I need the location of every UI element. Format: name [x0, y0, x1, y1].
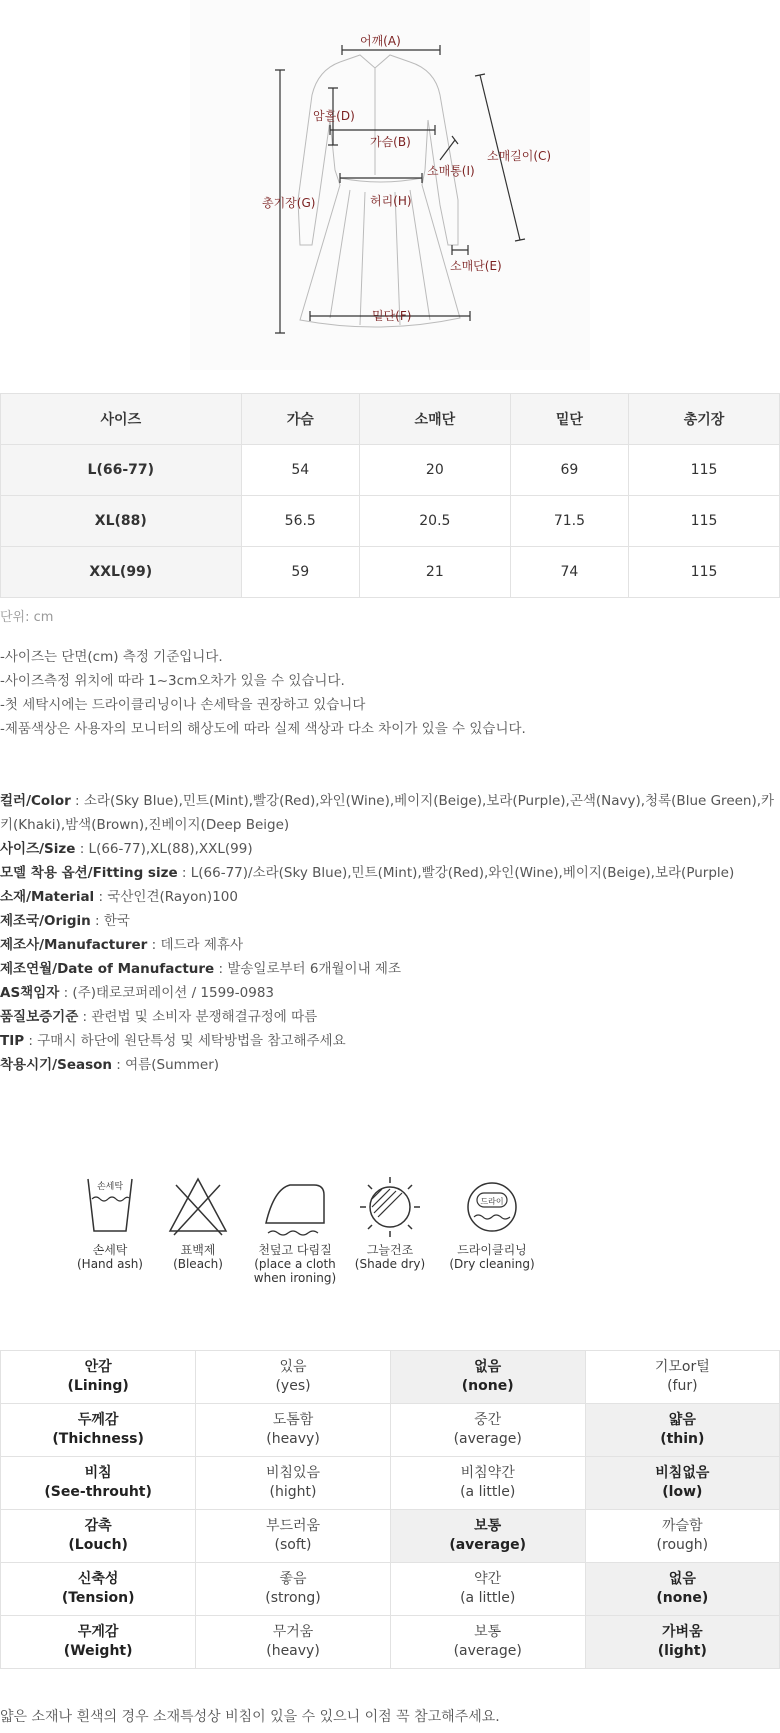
- feel-option: [390, 1563, 585, 1616]
- label-cuff: 소매단(E): [450, 259, 502, 273]
- feel-text: 중간: [474, 1412, 502, 1428]
- feel-text: 부드러움: [265, 1518, 321, 1534]
- note-line: -사이즈측정 위치에 따라 1~3cm오차가 있을 수 있습니다.: [0, 673, 345, 689]
- label-sleeve-length: 소매길이(C): [487, 149, 552, 163]
- care-label: 드라이클리닝: [457, 1243, 527, 1257]
- feel-option-selected: [585, 1563, 779, 1616]
- info-value: : 발송일로부터 6개월이내 제조: [214, 961, 401, 977]
- info-label: 소재/Material: [0, 889, 95, 905]
- info-row: [0, 909, 780, 933]
- info-label: 컬러/Color: [0, 793, 71, 809]
- feel-text: 있음: [279, 1359, 307, 1375]
- feel-text-en: (Lining): [67, 1378, 129, 1394]
- care-label-en: (Shade dry): [354, 1257, 426, 1271]
- col-header: 밑단: [510, 394, 628, 445]
- feel-option-selected: [390, 1351, 585, 1404]
- feel-category: [1, 1616, 196, 1669]
- feel-text-en: (average): [453, 1643, 522, 1659]
- shade-dry-icon: [358, 1175, 422, 1239]
- table-row: [1, 1351, 780, 1404]
- info-label: 품질보증기준: [0, 1009, 79, 1025]
- size-table: [0, 393, 780, 598]
- table-row: [1, 1404, 780, 1457]
- dress-illustration: [190, 0, 590, 370]
- feel-text: 무거움: [272, 1624, 314, 1640]
- col-header: 사이즈: [1, 394, 242, 445]
- feel-option-selected: [585, 1616, 779, 1669]
- info-row: [0, 837, 780, 861]
- info-value: : 국산인견(Rayon)100: [94, 889, 238, 905]
- info-value: : L(66-77)/소라(Sky Blue),민트(Mint),빨강(Red),와인(Wine),베이지(Beige),보라(Purple): [177, 865, 735, 881]
- care-shade-dry: [350, 1175, 430, 1271]
- feel-text: 두께감: [77, 1412, 119, 1428]
- feel-text-en: (heavy): [266, 1431, 320, 1447]
- info-label: 착용시기/Season: [0, 1057, 113, 1073]
- table-cell: 115: [629, 496, 780, 547]
- care-label: 손세탁: [92, 1243, 128, 1257]
- table-cell: 115: [629, 547, 780, 598]
- info-label: 사이즈/Size: [0, 841, 76, 857]
- table-row: [1, 496, 780, 547]
- table-cell: XXL(99): [1, 547, 242, 598]
- info-row: [0, 861, 780, 885]
- feel-text: 안감: [84, 1359, 112, 1375]
- info-row: [0, 885, 780, 909]
- feel-option: [196, 1563, 390, 1616]
- table-row: [1, 445, 780, 496]
- feel-text: 기모or털: [654, 1359, 710, 1375]
- feel-text-en: (strong): [265, 1590, 321, 1606]
- dry-clean-icon: [460, 1175, 524, 1239]
- label-shoulder: 어깨(A): [360, 34, 401, 48]
- feel-text-en: (none): [461, 1378, 514, 1394]
- hand-wash-badge: 손세탁: [96, 1182, 124, 1192]
- feel-text: 비침있음: [265, 1465, 321, 1481]
- feel-text-en: (a little): [460, 1590, 516, 1606]
- info-label: 제조국/Origin: [0, 913, 91, 929]
- care-label: 그늘건조: [366, 1243, 414, 1257]
- dress-outline: [298, 55, 460, 327]
- info-value: : 관련법 및 소비자 분쟁해결규정에 따름: [78, 1009, 318, 1025]
- feel-text: 비침: [84, 1465, 112, 1481]
- feel-text: 비침약간: [460, 1465, 515, 1481]
- feel-text-en: (none): [656, 1590, 709, 1606]
- footer-note: 얇은 소재나 흰색의 경우 소재특성상 비침이 있을 수 있으니 이점 꼭 참고해주세요.: [0, 1709, 500, 1725]
- dry-clean-badge: 드라이: [480, 1197, 504, 1206]
- feel-text: 신축성: [77, 1571, 119, 1587]
- feel-text-en: (See-throuht): [44, 1484, 152, 1500]
- feel-text-en: (soft): [274, 1537, 312, 1553]
- info-row: [0, 789, 780, 837]
- measure-lines: [275, 45, 525, 333]
- table-cell: 115: [629, 445, 780, 496]
- feel-option: [196, 1351, 390, 1404]
- info-value: : 여름(Summer): [112, 1057, 220, 1073]
- feel-text: 보통: [474, 1518, 502, 1534]
- feel-option: [196, 1510, 390, 1563]
- info-row: [0, 933, 780, 957]
- feel-text-en: (fur): [667, 1378, 698, 1394]
- note-line: -사이즈는 단면(cm) 측정 기준입니다.: [0, 649, 223, 665]
- table-row: [1, 1457, 780, 1510]
- table-cell: L(66-77): [1, 445, 242, 496]
- feel-text-en: (thin): [660, 1431, 705, 1447]
- feel-option-selected: [585, 1457, 779, 1510]
- product-info: [0, 789, 780, 1077]
- table-cell: 20.5: [359, 496, 510, 547]
- feel-text: 까슬함: [662, 1518, 703, 1534]
- feel-text: 없음: [668, 1571, 696, 1587]
- feel-category: [1, 1404, 196, 1457]
- info-row: [0, 981, 780, 1005]
- info-row: [0, 957, 780, 981]
- care-label-en: (Dry cleaning): [449, 1257, 535, 1271]
- feel-text-en: (heavy): [266, 1643, 320, 1659]
- feel-option: [196, 1457, 390, 1510]
- care-hand-wash: [70, 1175, 150, 1271]
- size-table-header: [1, 394, 780, 445]
- info-value: : (주)태로코퍼레이션 / 1599-0983: [59, 985, 275, 1001]
- label-waist: 허리(H): [370, 194, 412, 208]
- note-line: -첫 세탁시에는 드라이클리닝이나 손세탁을 권장하고 있습니다: [0, 697, 366, 713]
- info-label: AS책임자: [0, 985, 60, 1001]
- info-value: : 구매시 하단에 원단특성 및 세탁방법을 참고해주세요: [24, 1033, 346, 1049]
- care-label-en: when ironing): [253, 1271, 337, 1285]
- feel-text: 비침없음: [655, 1465, 710, 1481]
- feel-text-en: (average): [449, 1537, 527, 1553]
- table-cell: 54: [241, 445, 359, 496]
- col-header: 가슴: [241, 394, 359, 445]
- size-notes: [0, 645, 526, 741]
- feel-text-en: (average): [453, 1431, 522, 1447]
- feel-text: 약간: [474, 1571, 502, 1587]
- table-cell: 56.5: [241, 496, 359, 547]
- table-row: [1, 1510, 780, 1563]
- care-dry-clean: [442, 1175, 542, 1271]
- no-bleach-icon: [166, 1175, 230, 1239]
- feel-option: [585, 1510, 779, 1563]
- fabric-feel-table: [0, 1350, 780, 1669]
- feel-text: 무게감: [77, 1624, 119, 1640]
- care-instructions: [70, 1175, 570, 1295]
- feel-option-selected: [585, 1404, 779, 1457]
- feel-text-en: (Tension): [61, 1590, 135, 1606]
- feel-text-en: (hight): [269, 1484, 317, 1500]
- feel-text: 없음: [474, 1359, 502, 1375]
- info-value: : L(66-77),XL(88),XXL(99): [75, 841, 253, 857]
- label-armhole: 암홀(D): [313, 109, 355, 123]
- feel-text: 도톰함: [272, 1412, 314, 1428]
- table-cell: 69: [510, 445, 628, 496]
- table-row: [1, 1563, 780, 1616]
- info-label: 모델 착용 옵션/Fitting size: [0, 865, 178, 881]
- care-label-en: (Bleach): [173, 1257, 223, 1271]
- info-label: 제조연월/Date of Manufacture: [0, 961, 215, 977]
- feel-option: [390, 1457, 585, 1510]
- info-value: : 데드라 제휴사: [147, 937, 244, 953]
- info-row: [0, 1005, 780, 1029]
- hand-wash-icon: [80, 1175, 140, 1239]
- col-header: 소매단: [359, 394, 510, 445]
- unit-note: 단위: cm: [0, 610, 54, 625]
- table-row: [1, 1616, 780, 1669]
- feel-text-en: (Louch): [68, 1537, 128, 1553]
- feel-option: [390, 1616, 585, 1669]
- iron-icon: [260, 1175, 330, 1239]
- care-label-en: (Hand ash): [77, 1257, 143, 1271]
- feel-text-en: (light): [657, 1643, 707, 1659]
- feel-text-en: (a little): [460, 1484, 516, 1500]
- label-hem: 밑단(F): [372, 309, 412, 323]
- feel-text: 보통: [474, 1624, 502, 1640]
- care-label: 표백제: [180, 1243, 216, 1257]
- feel-text: 감촉: [84, 1518, 112, 1534]
- table-cell: 21: [359, 547, 510, 598]
- label-sleeve-width: 소매통(I): [427, 164, 475, 178]
- info-row: [0, 1029, 780, 1053]
- feel-category: [1, 1457, 196, 1510]
- table-cell: XL(88): [1, 496, 242, 547]
- label-chest: 가슴(B): [370, 135, 411, 149]
- feel-option: [196, 1616, 390, 1669]
- care-iron: [245, 1175, 345, 1285]
- note-line: -제품색상은 사용자의 모니터의 해상도에 따라 실제 색상과 다소 차이가 있을 수 있습니다.: [0, 721, 526, 737]
- measurement-diagram: [190, 0, 590, 370]
- table-cell: 71.5: [510, 496, 628, 547]
- feel-category: [1, 1563, 196, 1616]
- feel-text-en: (rough): [656, 1537, 709, 1553]
- info-label: TIP: [0, 1033, 25, 1049]
- care-no-bleach: [158, 1175, 238, 1271]
- feel-option: [390, 1404, 585, 1457]
- table-cell: 74: [510, 547, 628, 598]
- info-value: : 한국: [90, 913, 130, 929]
- feel-option-selected: [390, 1510, 585, 1563]
- feel-option: [196, 1404, 390, 1457]
- col-header: 총기장: [629, 394, 780, 445]
- info-value: : 소라(Sky Blue),민트(Mint),빨강(Red),와인(Wine),베이지(Beige),보라(Purple),곤색(Navy),청록(Blue Green),카키(Khaki),밤색(Brown),진베이지(Deep Beige): [0, 793, 775, 833]
- care-label: 천덮고 다림질: [258, 1243, 332, 1257]
- feel-text: 좋음: [279, 1571, 307, 1587]
- info-label: 제조사/Manufacturer: [0, 937, 148, 953]
- feel-text: 얇음: [668, 1412, 696, 1428]
- feel-text-en: (yes): [275, 1378, 311, 1394]
- care-label-en: (place a cloth: [254, 1257, 336, 1271]
- feel-text-en: (Thichness): [52, 1431, 144, 1447]
- label-total-length: 총기장(G): [262, 196, 316, 210]
- feel-category: [1, 1351, 196, 1404]
- feel-category: [1, 1510, 196, 1563]
- feel-text-en: (Weight): [63, 1643, 133, 1659]
- table-cell: 59: [241, 547, 359, 598]
- feel-text: 가벼움: [662, 1624, 703, 1640]
- table-row: [1, 547, 780, 598]
- feel-option: [585, 1351, 779, 1404]
- info-row: [0, 1053, 780, 1077]
- table-cell: 20: [359, 445, 510, 496]
- feel-text-en: (low): [662, 1484, 703, 1500]
